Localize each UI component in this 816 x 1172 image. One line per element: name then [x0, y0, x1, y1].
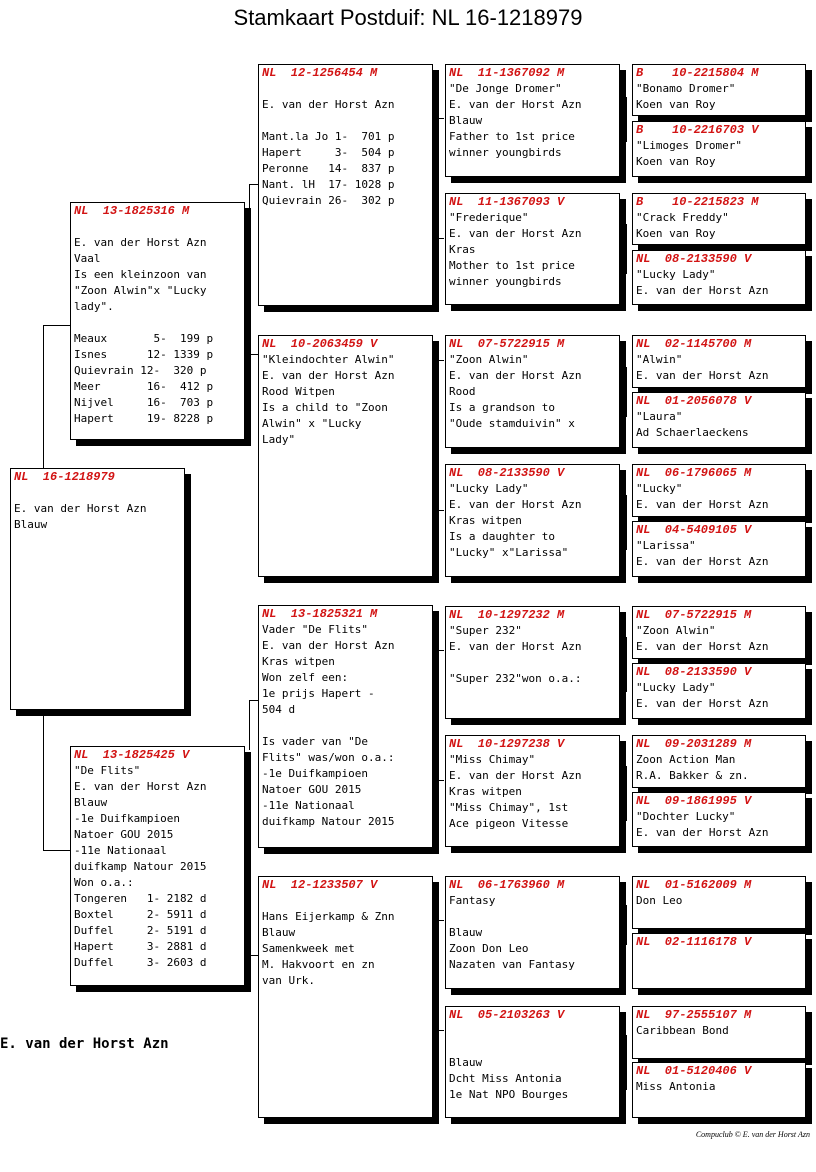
pigeon-details: "Kleindochter Alwin" E. van der Horst Azn Rood Witpen Is a child to "Zoon Alwin" x "Lucky Lady" — [262, 353, 395, 446]
connector-line — [437, 780, 444, 781]
pedigree-card-gen4[interactable] — [632, 193, 806, 245]
connector-line — [626, 224, 627, 274]
connector-line — [626, 905, 627, 945]
pigeon-details: "Dochter Lucky" E. van der Horst Azn — [636, 810, 769, 839]
pedigree-card-gen4[interactable] — [632, 792, 806, 847]
connector-line — [249, 354, 258, 355]
connector-line — [43, 850, 71, 851]
pigeon-details: E. van der Horst Azn Mant.la Jo 1- 701 p Hapert 3- 504 p Peronne 14- 837 p Nant. lH 17- 1028 p Quievrain 26- 302 p — [262, 98, 395, 207]
ring-number: NL 09-1861995 V — [636, 794, 752, 808]
pigeon-details: Don Leo — [636, 894, 683, 907]
connector-line — [437, 360, 438, 510]
connector-line — [249, 184, 258, 185]
pigeon-details: "Laura" Ad Schaerlaeckens — [636, 410, 749, 439]
pedigree-card-gen4[interactable] — [632, 250, 806, 305]
ring-number: NL 12-1233507 V — [262, 878, 378, 892]
pigeon-details: Hans Eijerkamp & Znn Blauw Samenkweek met M. Hakvoort en zn van Urk. — [262, 910, 395, 987]
ring-number: NL 01-2056078 V — [636, 394, 752, 408]
connector-line — [626, 495, 627, 550]
connector-line — [626, 766, 627, 821]
connector-line — [626, 97, 627, 142]
page-title: Stamkaart Postduif: NL 16-1218979 — [233, 5, 583, 30]
ring-number: NL 06-1796065 M — [636, 466, 752, 480]
pedigree-card-gen4[interactable] — [632, 663, 806, 719]
pedigree-card-gen4[interactable] — [632, 121, 806, 177]
pigeon-details: "Super 232" E. van der Horst Azn "Super 232"won o.a.: — [449, 624, 582, 685]
ring-number: NL 04-5409105 V — [636, 523, 752, 537]
ring-number: NL 10-1297232 M — [449, 608, 565, 622]
ring-number: B 10-2216703 V — [636, 123, 759, 137]
connector-line — [437, 650, 438, 780]
pedigree-card-gen4[interactable] — [632, 933, 806, 989]
pedigree-card-fmf[interactable] — [445, 335, 620, 448]
connector-line — [437, 920, 444, 921]
ring-number: B 10-2215804 M — [636, 66, 759, 80]
pigeon-details: "Lucky Lady" E. van der Horst Azn Kras witpen Is a daughter to "Lucky" x"Larissa" — [449, 482, 582, 559]
ring-number: NL 02-1116178 V — [636, 935, 752, 949]
pigeon-details: Miss Antonia — [636, 1080, 716, 1093]
connector-line — [43, 325, 44, 468]
connector-line — [437, 118, 438, 238]
owner-name: E. van der Horst Azn — [0, 1036, 169, 1052]
pedigree-card-gen4[interactable] — [632, 64, 806, 116]
ring-number: NL 97-2555107 M — [636, 1008, 752, 1022]
connector-line — [249, 955, 258, 956]
connector-line — [626, 1035, 627, 1090]
pigeon-details: "Frederique" E. van der Horst Azn Kras Mother to 1st price winner youngbirds — [449, 211, 582, 288]
ring-number: NL 01-5162009 M — [636, 878, 752, 892]
pedigree-card-ffm[interactable] — [445, 193, 620, 305]
pedigree-card-mmf[interactable] — [445, 876, 620, 989]
pedigree-card-mff[interactable] — [445, 606, 620, 719]
ring-number: NL 11-1367092 M — [449, 66, 565, 80]
connector-line — [437, 650, 444, 651]
connector-line — [43, 325, 71, 326]
ring-number: NL 07-5722915 M — [636, 608, 752, 622]
pedigree-card-mother-father[interactable] — [258, 605, 433, 848]
ring-number: NL 13-1825316 M — [74, 204, 190, 218]
ring-number: NL 10-1297238 V — [449, 737, 565, 751]
pedigree-card-gen4[interactable] — [632, 876, 806, 929]
pigeon-details: Caribbean Bond — [636, 1024, 729, 1037]
ring-number: NL 08-2133590 V — [636, 252, 752, 266]
pedigree-card-mother[interactable] — [70, 746, 245, 986]
connector-line — [249, 345, 250, 354]
ring-number: NL 12-1256454 M — [262, 66, 378, 80]
ring-number: NL 11-1367093 V — [449, 195, 565, 209]
connector-line — [249, 184, 250, 294]
pedigree-card-mmm[interactable] — [445, 1006, 620, 1118]
connector-line — [437, 920, 438, 1030]
pigeon-details: E. van der Horst Azn Blauw — [14, 502, 147, 531]
connector-line — [249, 895, 250, 955]
pigeon-details: "De Jonge Dromer" E. van der Horst Azn Blauw Father to 1st price winner youngbirds — [449, 82, 582, 159]
connector-line — [43, 715, 44, 850]
pigeon-details: E. van der Horst Azn Vaal Is een kleinzoon van "Zoon Alwin"x "Lucky lady". Meaux 5- 199 p Isnes 12- 1339 p Quievrain 12- 320 p Meer 16- 412 p Nijvel 16- 703 p Hapert 19- 8228 p — [74, 236, 214, 425]
pedigree-card-subject[interactable] — [10, 468, 185, 710]
connector-line — [437, 360, 444, 361]
pigeon-details: "Miss Chimay" E. van der Horst Azn Kras witpen "Miss Chimay", 1st Ace pigeon Vitesse — [449, 753, 582, 830]
connector-line — [437, 510, 444, 511]
pigeon-details: "Limoges Dromer" Koen van Roy — [636, 139, 742, 168]
ring-number: NL 10-2063459 V — [262, 337, 378, 351]
pedigree-card-gen4[interactable] — [632, 1006, 806, 1059]
pigeon-details: "Lucky Lady" E. van der Horst Azn — [636, 268, 769, 297]
connector-line — [249, 700, 258, 701]
pigeon-details: Blauw Dcht Miss Antonia 1e Nat NPO Bourges — [449, 1056, 569, 1101]
pedigree-card-mfm[interactable] — [445, 735, 620, 847]
connector-line — [626, 637, 627, 692]
pedigree-card-fmm[interactable] — [445, 464, 620, 577]
pigeon-details: "Bonamo Dromer" Koen van Roy — [636, 82, 736, 111]
pedigree-card-father-father[interactable] — [258, 64, 433, 306]
connector-line — [249, 700, 250, 750]
connector-line — [437, 1030, 444, 1031]
connector-line — [437, 238, 444, 239]
pedigree-card-gen4[interactable] — [632, 1062, 806, 1118]
pigeon-details: "Crack Freddy" Koen van Roy — [636, 211, 729, 240]
connector-line — [626, 367, 627, 417]
pigeon-details: "Alwin" E. van der Horst Azn — [636, 353, 769, 382]
ring-number: NL 08-2133590 V — [636, 665, 752, 679]
pigeon-details: "Larissa" E. van der Horst Azn — [636, 539, 769, 568]
ring-number: NL 01-5120406 V — [636, 1064, 752, 1078]
pedigree-card-gen4[interactable] — [632, 464, 806, 517]
pigeon-details: "Zoon Alwin" E. van der Horst Azn Rood Is a grandson to "Oude stamduivin" x — [449, 353, 582, 430]
ring-number: NL 02-1145700 M — [636, 337, 752, 351]
pedigree-card-gen4[interactable] — [632, 335, 806, 388]
pedigree-card-gen4[interactable] — [632, 392, 806, 448]
ring-number: NL 09-2031289 M — [636, 737, 752, 751]
pedigree-card-father-mother[interactable] — [258, 335, 433, 577]
pedigree-card-ffa[interactable] — [445, 64, 620, 177]
ring-number: NL 08-2133590 V — [449, 466, 565, 480]
pigeon-details: Zoon Action Man R.A. Bakker & zn. — [636, 753, 749, 782]
ring-number: NL 16-1218979 — [14, 470, 115, 484]
pigeon-details: "De Flits" E. van der Horst Azn Blauw -1e Duifkampioen Natoer GOU 2015 -11e Nationaal duifkamp Natour 2015 Won o.a.: Tongeren 1- 2182 d Boxtel 2- 5911 d Duffel 2- 5191 d Hapert 3- 2881 d Duffel 3- 2603 d — [74, 764, 207, 969]
ring-number: NL 06-1763960 M — [449, 878, 565, 892]
pedigree-card-gen4[interactable] — [632, 735, 806, 788]
ring-number: NL 07-5722915 M — [449, 337, 565, 351]
ring-number: NL 13-1825425 V — [74, 748, 190, 762]
connector-line — [437, 118, 444, 119]
pigeon-details: "Zoon Alwin" E. van der Horst Azn — [636, 624, 769, 653]
credit-text: Compuclub © E. van der Horst Azn — [695, 1130, 810, 1139]
pedigree-card-gen4[interactable] — [632, 606, 806, 659]
pigeon-details: Vader "De Flits" E. van der Horst Azn Kras witpen Won zelf een: 1e prijs Hapert - 504 d Is vader van "De Flits" was/won o.a.: -1e Duifkampioen Natoer GOU 2015 -11e Nationaal duifkamp Natour 2015 — [262, 623, 395, 828]
ring-number: B 10-2215823 M — [636, 195, 759, 209]
pedigree-card-gen4[interactable] — [632, 521, 806, 577]
ring-number: NL 13-1825321 M — [262, 607, 378, 621]
pedigree-card-mother-mother[interactable] — [258, 876, 433, 1118]
pigeon-details: Fantasy Blauw Zoon Don Leo Nazaten van Fantasy — [449, 894, 575, 971]
ring-number: NL 05-2103263 V — [449, 1008, 565, 1022]
pigeon-details: "Lucky" E. van der Horst Azn — [636, 482, 769, 511]
pedigree-card-father[interactable] — [70, 202, 245, 440]
pigeon-details: "Lucky Lady" E. van der Horst Azn — [636, 681, 769, 710]
